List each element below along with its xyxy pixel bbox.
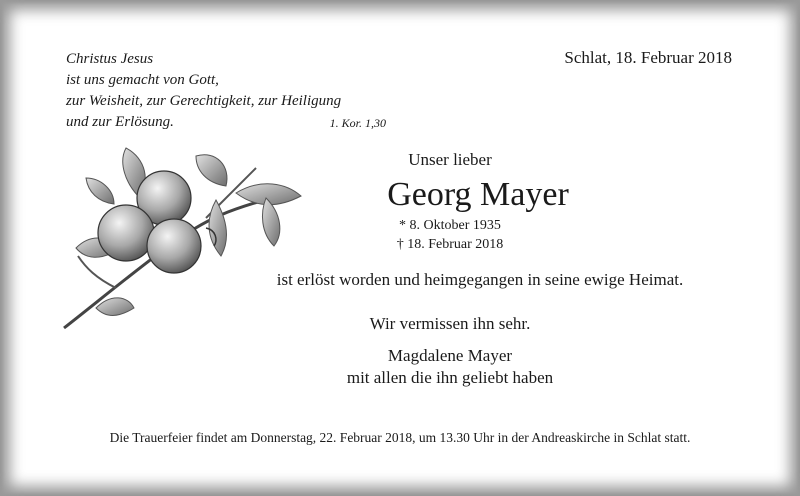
bible-verse bbox=[66, 49, 386, 133]
verse-line: zur Weisheit, zur Gerechtigkeit, zur Heiligung bbox=[66, 93, 342, 109]
verse-reference: 1. Kor. 1,30 bbox=[329, 116, 386, 130]
intro-text: Unser lieber bbox=[408, 150, 492, 169]
deceased-name: Georg Mayer bbox=[387, 176, 569, 213]
apple-branch-icon bbox=[56, 138, 308, 334]
birth-date: * 8. Oktober 1935 bbox=[399, 218, 501, 233]
funeral-info: Die Trauerfeier findet am Donnerstag, 22. Februar 2018, um 13.30 Uhr in der Andreaskirche in Schlat statt. bbox=[109, 430, 691, 445]
passing-message: ist erlöst worden und heimgegangen in seine ewige Heimat. bbox=[276, 270, 684, 289]
signature-name: Magdalene Mayer bbox=[387, 346, 513, 365]
verse-line: und zur Erlösung. bbox=[66, 114, 174, 130]
miss-message: Wir vermissen ihn sehr. bbox=[369, 314, 531, 333]
death-date: † 18. Februar 2018 bbox=[396, 237, 504, 252]
verse-line: Christus Jesus bbox=[66, 51, 154, 67]
verse-line: ist uns gemacht von Gott, bbox=[66, 72, 219, 88]
dateline: Schlat, 18. Februar 2018 bbox=[564, 48, 732, 67]
signature-family: mit allen die ihn geliebt haben bbox=[346, 368, 554, 387]
